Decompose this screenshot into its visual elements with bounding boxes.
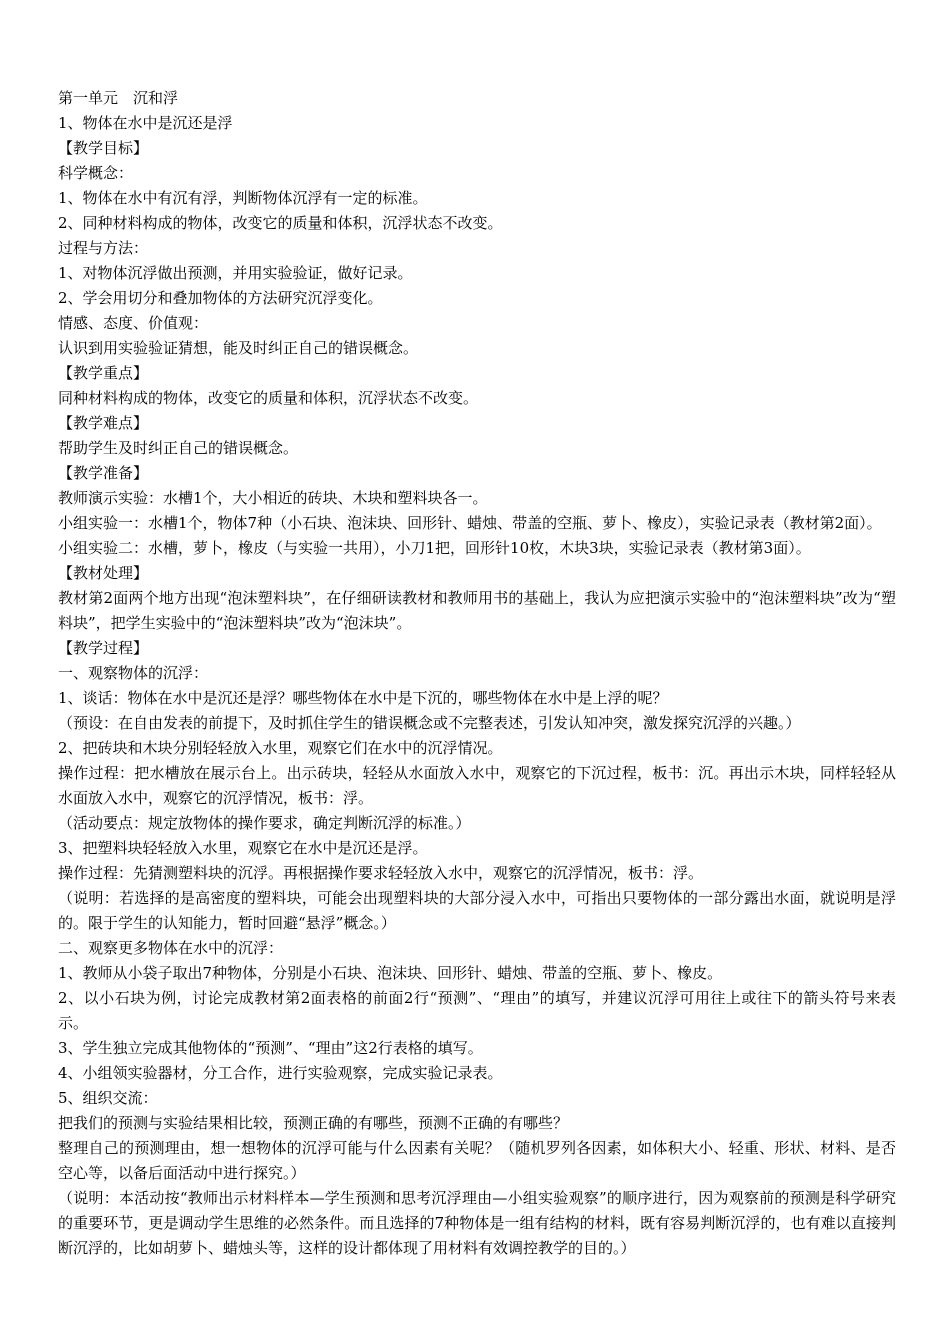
subheading: 科学概念：	[58, 164, 134, 182]
paragraph: 教材第2面两个地方出现“泡沫塑料块”，在仔细研读教材和教师用书的基础上，我认为应把演示实验中的“泡沫塑料块”改为“塑料块”，把学生实验中的“泡沫塑料块”改为“泡沫块”。	[58, 589, 896, 632]
paragraph: 帮助学生及时纠正自己的错误概念。	[58, 439, 299, 457]
paragraph: 操作过程：先猜测塑料块的沉浮。再根据操作要求轻轻放入水中，观察它的沉浮情况，板书：浮。	[58, 864, 704, 882]
paragraph: 2、把砖块和木块分别轻轻放入水里，观察它们在水中的沉浮情况。	[58, 739, 503, 757]
paragraph: 1、教师从小袋子取出7种物体，分别是小石块、泡沫块、回形针、蜡烛、带盖的空瓶、萝卜、橡皮。	[58, 964, 723, 982]
paragraph: 认识到用实验验证猜想，能及时纠正自己的错误概念。	[58, 339, 419, 357]
paragraph: 小组实验一：水槽1个，物体7种（小石块、泡沫块、回形针、蜡烛、带盖的空瓶、萝卜、橡皮），实验记录表（教材第2面）。	[58, 514, 882, 532]
paragraph: 4、小组领实验器材，分工合作，进行实验观察，完成实验记录表。	[58, 1064, 503, 1082]
paragraph: 2、同种材料构成的物体，改变它的质量和体积，沉浮状态不改变。	[58, 214, 503, 232]
paragraph: 2、以小石块为例，讨论完成教材第2面表格的前面2行“预测”、“理由”的填写，并建议沉浮可用往上或往下的箭头符号来表示。	[58, 989, 896, 1032]
paragraph: 1、对物体沉浮做出预测，并用实验验证，做好记录。	[58, 264, 413, 282]
paragraph: 把我们的预测与实验结果相比较，预测正确的有哪些，预测不正确的有哪些？	[58, 1114, 569, 1132]
section-heading: 【教学过程】	[58, 639, 149, 657]
paragraph: 2、学会用切分和叠加物体的方法研究沉浮变化。	[58, 289, 383, 307]
paragraph: 教师演示实验：水槽1个，大小相近的砖块、木块和塑料块各一。	[58, 489, 488, 507]
paragraph: （活动要点：规定放物体的操作要求，确定判断沉浮的标准。）	[58, 814, 471, 832]
lesson-title: 1、物体在水中是沉还是浮	[58, 114, 233, 132]
paragraph: 操作过程：把水槽放在展示台上。出示砖块，轻轻从水面放入水中，观察它的下沉过程，板书：沉。再出示木块，同样轻轻从水面放入水中，观察它的沉浮情况，板书：浮。	[58, 764, 896, 807]
paragraph: 3、学生独立完成其他物体的“预测”、“理由”这2行表格的填写。	[58, 1039, 483, 1057]
paragraph: （预设：在自由发表的前提下，及时抓住学生的错误概念或不完整表述，引发认知冲突，激发探究沉浮的兴趣。）	[58, 714, 801, 732]
subheading: 情感、态度、价值观：	[58, 314, 209, 332]
unit-title: 第一单元 沉和浮	[58, 89, 179, 107]
paragraph: 小组实验二：水槽，萝卜，橡皮（与实验一共用），小刀1把，回形针10枚，木块3块，实验记录表（教材第3面）。	[58, 539, 811, 557]
paragraph: 整理自己的预测理由，想一想物体的沉浮可能与什么因素有关呢？（随机罗列各因素，如体积大小、轻重、形状、材料、是否空心等，以备后面活动中进行探究。）	[58, 1139, 896, 1182]
section-heading: 【教学准备】	[58, 464, 149, 482]
paragraph: （说明：若选择的是高密度的塑料块，可能会出现塑料块的大部分浸入水中，可指出只要物体的一部分露出水面，就说明是浮的。限于学生的认知能力，暂时回避“悬浮”概念。）	[58, 889, 896, 932]
section-heading: 【教学目标】	[58, 139, 149, 157]
paragraph: 同种材料构成的物体，改变它的质量和体积，沉浮状态不改变。	[58, 389, 479, 407]
paragraph: 1、物体在水中有沉有浮，判断物体沉浮有一定的标准。	[58, 189, 428, 207]
document-body	[58, 86, 896, 1261]
paragraph: （说明：本活动按“教师出示材料样本—学生预测和思考沉浮理由—小组实验观察”的顺序进行，因为观察前的预测是科学研究的重要环节，更是调动学生思维的必然条件。而且选择的7种物体是一组有结构的材料，既有容易判断沉浮的，也有难以直接判断沉浮的，比如胡萝卜、蜡烛头等，这样的设计都体现了用材料有效调控教学的目的。）	[58, 1189, 896, 1257]
section-heading: 【教学难点】	[58, 414, 149, 432]
subheading: 过程与方法：	[58, 239, 149, 257]
section-heading: 【教材处理】	[58, 564, 149, 582]
subheading: 二、观察更多物体在水中的沉浮：	[58, 939, 284, 957]
paragraph: 1、谈话：物体在水中是沉还是浮？哪些物体在水中是下沉的，哪些物体在水中是上浮的呢？	[58, 689, 668, 707]
subheading: 一、观察物体的沉浮：	[58, 664, 209, 682]
section-heading: 【教学重点】	[58, 364, 149, 382]
paragraph: 5、组织交流：	[58, 1089, 158, 1107]
paragraph: 3、把塑料块轻轻放入水里，观察它在水中是沉还是浮。	[58, 839, 428, 857]
